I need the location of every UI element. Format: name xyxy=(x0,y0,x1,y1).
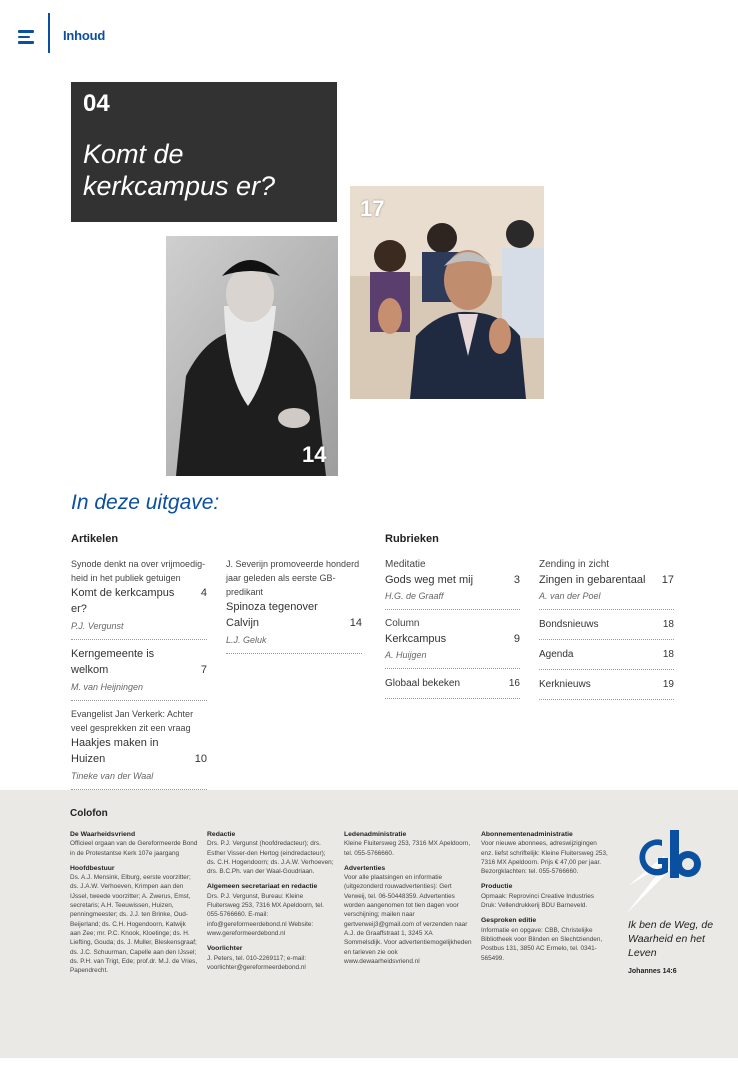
colofon-col-1 xyxy=(70,830,198,975)
rubric-entry[interactable] xyxy=(539,610,674,640)
colofon-text: Drs. P.J. Vergunst (hoofdredacteur); drs. Esther Visser-den Hertog (eindredacteur); ds. C.H. Hogendoorn; ds. J.A.W. Verhoeven; drs. B.C.Ph. van der Waal-Goudriaan. xyxy=(207,840,334,876)
congregation-photo[interactable] xyxy=(350,186,544,399)
colofon-heading: Advertenties xyxy=(344,864,386,872)
photo-page-number: 14 xyxy=(302,442,327,467)
rubric-entry[interactable] xyxy=(385,610,520,669)
article-entry[interactable] xyxy=(71,640,207,701)
colofon-heading: Ledenadministratie xyxy=(344,831,407,838)
colofon-heading: Algemeen secretariaat en redactie xyxy=(207,883,318,891)
colofon-col-3 xyxy=(344,830,472,966)
rubric-title: Kerknieuws xyxy=(539,679,591,690)
article-intro: Evangelist Jan Verkerk: Achter veel gesprekken zit een vraag xyxy=(71,709,194,733)
article-intro: Synode denkt na over vrijmoedig-heid in het publiek getuigen xyxy=(71,559,206,583)
article-entry[interactable] xyxy=(71,551,207,640)
article-intro: J. Severijn promoveerde honderd jaar geleden als eerste GB-predikant xyxy=(226,559,360,597)
colofon-title: Colofon xyxy=(70,808,108,819)
colofon-heading: Voorlichter xyxy=(207,945,243,953)
feature-headline: Komt de kerkcampus er? xyxy=(83,139,276,201)
rubric-entry[interactable] xyxy=(385,669,520,699)
rubric-entry[interactable] xyxy=(539,670,674,700)
feature-box[interactable] xyxy=(71,82,337,222)
colofon-text: Drs. P.J. Vergunst, Bureau: Kleine Fluitersweg 253, 7316 MX Apeldoorn, tel. 055-5766660. E-mail: info@gereformeerdebond.nl Website: www.gereformeerdebond.nl xyxy=(207,892,324,937)
article-page: 10 xyxy=(194,753,207,765)
rubric-entry[interactable] xyxy=(539,640,674,670)
artikelen-heading: Artikelen xyxy=(71,533,119,545)
rubric-entry[interactable] xyxy=(539,551,674,610)
rubric-author: H.G. de Graaff xyxy=(385,591,444,601)
colofon-text: Voor nieuwe abonnees, adreswijzigingen enz. liefst schriftelijk: Kleine Fluitersweg 253, 7316 MX Apeldoorn. Prijs € 47,00 per jaar. Bezorgklachten: tel. 055-5766660. xyxy=(481,840,608,876)
article-page: 4 xyxy=(200,587,207,599)
bible-verse: Johannes 14:6 xyxy=(628,968,677,975)
portrait-photo[interactable] xyxy=(166,236,338,476)
colofon-text: Opmaak: Reprovinci Creative Industries Druk: Vellendrukkerij BDU Barneveld. xyxy=(481,892,594,910)
rubric-title: Gods weg met mij xyxy=(385,574,474,586)
article-page: 7 xyxy=(200,664,207,676)
colofon-heading: Abonnementenadministratie xyxy=(481,831,573,838)
rubric-title: Kerkcampus xyxy=(385,633,447,645)
menu-icon[interactable] xyxy=(18,30,34,44)
article-page: 14 xyxy=(349,617,362,629)
rubric-page: 18 xyxy=(662,649,674,660)
slogan: Ik ben de Weg, de Waarheid en het Leven xyxy=(628,919,714,959)
rubric-page: 16 xyxy=(508,678,520,689)
rubrieken-col-2 xyxy=(539,551,674,700)
artikelen-col-1 xyxy=(71,551,207,790)
rubric-page: 9 xyxy=(513,633,520,645)
colofon-heading: Hoofdbestuur xyxy=(70,864,115,872)
rubric-page: 17 xyxy=(661,574,674,586)
portrait-image xyxy=(166,236,338,476)
rubric-author: A. van der Poel xyxy=(539,591,601,601)
feature-number: 04 xyxy=(83,90,110,117)
article-title: Kerngemeente is welkom xyxy=(71,648,155,676)
rubric-title: Zingen in gebarentaal xyxy=(539,574,646,586)
colofon-heading: De Waarheidsvriend xyxy=(70,831,136,838)
colofon-text: Ds. A.J. Mensink, Elburg, eerste voorzitter; ds. J.A.W. Verhoeven, Krimpen aan den IJssel, tweede voorzitter; A. Zwerus, Emst, secretaris; A.H. Teeuwissen, Huizen, penningmeester; ds. J.J. ten Brinke, Oud-Beijerland; ds. C.H. Hogendoorn, Katwijk aan Zee; mr. P.C. Knook, Kloetinge; ds. H. Liefting, Gouda; ds. J. Muller, Bleskensgraaf; ds. J.C. Schuurman, Capelle aan den IJssel; ds. P.H. van Trigt, Ede; prof.dr. M.J. de Vries, Papendrecht. xyxy=(70,874,198,975)
rubric-page: 18 xyxy=(662,619,674,630)
colofon-text: Kleine Fluitersweg 253, 7316 MX Apeldoorn, tel. 055-5766660. xyxy=(344,840,471,857)
rubric-title: Globaal bekeken xyxy=(385,678,461,689)
gb-logo-icon xyxy=(624,826,708,916)
article-author: M. van Heijningen xyxy=(71,682,144,692)
rubric-title: Agenda xyxy=(539,649,574,660)
header-divider xyxy=(48,13,50,53)
colofon-heading: Gesproken editie xyxy=(481,917,537,925)
colofon-col-4 xyxy=(481,830,609,963)
article-entry[interactable] xyxy=(226,551,362,654)
rubrieken-heading: Rubrieken xyxy=(385,533,439,545)
rubric-entry[interactable] xyxy=(385,551,520,610)
rubrieken-col-1 xyxy=(385,551,520,699)
page-title: Inhoud xyxy=(63,28,106,43)
rubric-label: Meditatie xyxy=(385,559,426,570)
article-title: Haakjes maken in Huizen xyxy=(71,737,159,765)
article-author: P.J. Vergunst xyxy=(71,621,124,631)
colofon-text: J. Peters, tel. 010-2269117; e-mail: voorlichter@gereformeerdebond.nl xyxy=(207,954,306,971)
rubric-title: Bondsnieuws xyxy=(539,619,599,630)
section-title: In deze uitgave: xyxy=(71,491,220,514)
artikelen-col-2 xyxy=(226,551,362,654)
article-title: Spinoza tegenover Calvijn xyxy=(226,601,318,629)
article-entry[interactable] xyxy=(71,701,207,790)
colofon-heading: Productie xyxy=(481,883,513,891)
article-author: L.J. Geluk xyxy=(226,635,267,645)
rubric-author: A. Huijgen xyxy=(385,650,427,660)
rubric-label: Column xyxy=(385,618,420,629)
colofon-heading: Redactie xyxy=(207,831,236,838)
colofon-text: Voor alle plaatsingen en informatie (uitgezonderd rouwadvertenties): Gert Verweij, tel. 06-50448359. Advertenties worden aangenomen tot tien dagen voor verschijning; mailen naar gertverweij3@gmail.com of verzenden naar A.J. de Graaffstraat 1, 3245 XA Sommelsdijk. Voor advertentiemogelijkheden en tarieven zie ook www.dewaarheidsvriend.nl xyxy=(344,874,472,965)
colofon-text: Officieel orgaan van de Gereformeerde Bond in de Protestantse Kerk 107e jaargang xyxy=(70,840,198,857)
rubric-page: 3 xyxy=(513,574,520,586)
photo-page-number: 17 xyxy=(360,196,385,221)
colofon-text: Informatie en opgave: CBB, Christelijke Bibliotheek voor Blinden en Slechtzienden, Postbus 131, 3850 AC Ermelo, tel. 0341-565499. xyxy=(481,926,603,962)
colofon-col-2 xyxy=(207,830,335,972)
article-title: Komt de kerkcampus er? xyxy=(71,587,175,615)
article-author: Tineke van der Waal xyxy=(71,771,154,781)
rubric-label: Zending in zicht xyxy=(539,559,610,570)
rubric-page: 19 xyxy=(662,679,674,690)
